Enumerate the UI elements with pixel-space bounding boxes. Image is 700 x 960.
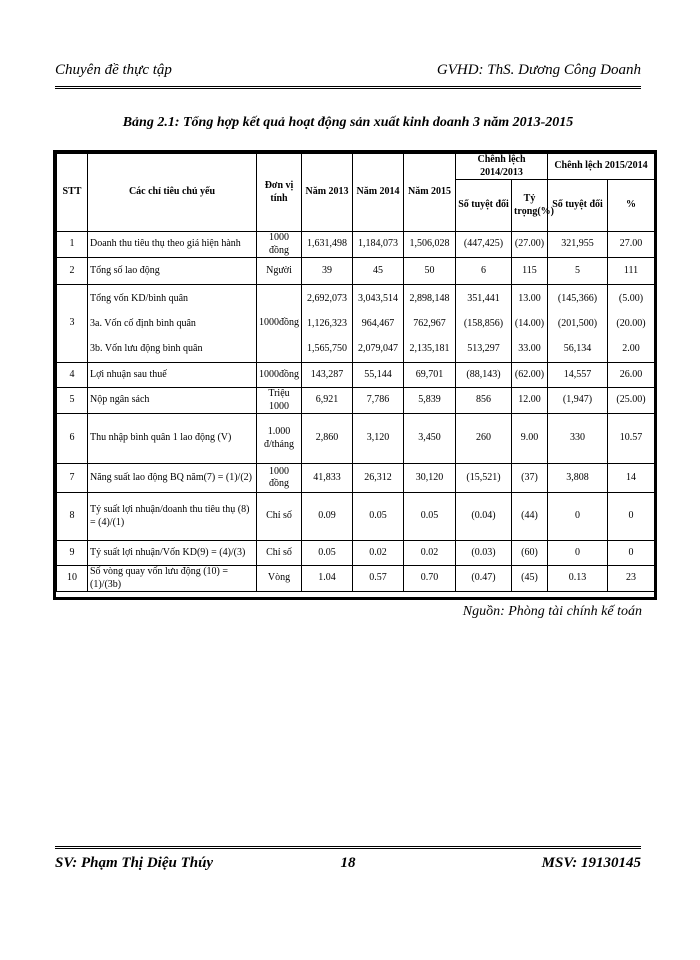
- row-indicator-line: 3a. Vốn cố định bình quân: [90, 318, 196, 329]
- row-diff1-absolute: (447,425): [456, 232, 512, 258]
- header-diff-2014-2013: Chênh lệch 2014/2013: [456, 154, 548, 180]
- row-stt: 1: [57, 232, 88, 258]
- footer-student-id: MSV: 19130145: [541, 855, 641, 871]
- row-unit: Vòng: [257, 566, 302, 592]
- header-year-2013: Năm 2013: [302, 154, 353, 232]
- row-value-2015: 0.02: [404, 541, 456, 566]
- row-diff1-absolute: (88,143): [456, 363, 512, 388]
- row-indicator: Doanh thu tiêu thụ theo giá hiện hành: [88, 232, 257, 258]
- row-diff1-percent: (44): [512, 493, 548, 541]
- row-diff2-percent: 111: [608, 258, 655, 285]
- value-line: 1,565,750: [307, 343, 347, 354]
- table-row: [57, 363, 655, 388]
- row-value-2015: 30,120: [404, 464, 456, 493]
- row-unit: 1.000 đ/tháng: [257, 414, 302, 464]
- row-diff1-absolute: (0.03): [456, 541, 512, 566]
- row-value-2013: 2,860: [302, 414, 353, 464]
- header-indicator: Các chỉ tiêu chủ yếu: [88, 154, 257, 232]
- row-indicator: Tỷ suất lợi nhuận/doanh thu tiêu thụ (8) = (4)/(1): [88, 493, 257, 541]
- row-diff1-absolute: [456, 285, 512, 363]
- row-value-2015: 0.05: [404, 493, 456, 541]
- table-row: [57, 464, 655, 493]
- results-table-frame: [53, 150, 657, 600]
- table-row: [57, 541, 655, 566]
- header-diff2-absolute: Số tuyệt đối: [548, 180, 608, 232]
- row-value-2014: 0.57: [353, 566, 404, 592]
- row-diff2-absolute: 5: [548, 258, 608, 285]
- row-value-2013: 1,631,498: [302, 232, 353, 258]
- row-diff1-absolute: 260: [456, 414, 512, 464]
- row-value-2013: 0.05: [302, 541, 353, 566]
- row-stt: 10: [57, 566, 88, 592]
- row-stt: 6: [57, 414, 88, 464]
- value-line: 2,135,181: [409, 343, 450, 354]
- row-value-2013: [302, 285, 353, 363]
- row-stt: 7: [57, 464, 88, 493]
- header-year-2014: Năm 2014: [353, 154, 404, 232]
- row-diff1-percent: (62.00): [512, 363, 548, 388]
- row-value-2014: 26,312: [353, 464, 404, 493]
- row-unit: Triệu 1000: [257, 388, 302, 414]
- row-value-2015: [404, 285, 456, 363]
- row-value-2014: [353, 285, 404, 363]
- row-value-2015: 69,701: [404, 363, 456, 388]
- footer-rule: [55, 846, 641, 849]
- row-diff2-absolute: 0: [548, 541, 608, 566]
- header-rule: [55, 86, 641, 89]
- row-unit: 1000 đồng: [257, 232, 302, 258]
- row-diff2-absolute: (1,947): [548, 388, 608, 414]
- row-value-2013: 41,833: [302, 464, 353, 493]
- row-diff2-absolute: 0.13: [548, 566, 608, 592]
- value-line: 33.00: [518, 343, 541, 354]
- row-value-2014: 1,184,073: [353, 232, 404, 258]
- footer-student-name: SV: Phạm Thị Diệu Thúy: [55, 855, 214, 871]
- row-diff2-absolute: 0: [548, 493, 608, 541]
- row-stt: 5: [57, 388, 88, 414]
- row-indicator: Nộp ngân sách: [88, 388, 257, 414]
- header-stt: STT: [57, 154, 88, 232]
- table-row: [57, 232, 655, 258]
- row-diff1-percent: (37): [512, 464, 548, 493]
- table-row: [57, 493, 655, 541]
- value-line: 2,079,047: [358, 343, 398, 354]
- row-value-2015: 0.70: [404, 566, 456, 592]
- header-unit: Đơn vị tính: [257, 154, 302, 232]
- table-row: [57, 258, 655, 285]
- value-line: 513,297: [467, 343, 500, 354]
- row-indicator: Tổng số lao động: [88, 258, 257, 285]
- results-table: [56, 153, 655, 592]
- value-line: (158,856): [463, 318, 504, 329]
- value-line: (201,500): [557, 318, 598, 329]
- value-line: (5.00): [618, 293, 644, 304]
- row-diff1-absolute: (0.04): [456, 493, 512, 541]
- row-stt: 8: [57, 493, 88, 541]
- row-stt: 2: [57, 258, 88, 285]
- row-value-2013: 39: [302, 258, 353, 285]
- header-diff-2015-2014: Chênh lệch 2015/2014: [548, 154, 655, 180]
- row-diff1-percent: (45): [512, 566, 548, 592]
- value-line: (145,366): [557, 293, 598, 304]
- row-unit: Chỉ số: [257, 493, 302, 541]
- row-diff2-percent: (25.00): [608, 388, 655, 414]
- row-diff1-percent: (60): [512, 541, 548, 566]
- row-unit: Người: [257, 258, 302, 285]
- row-diff2-absolute: 14,557: [548, 363, 608, 388]
- row-diff2-percent: 0: [608, 493, 655, 541]
- row-value-2015: 5,839: [404, 388, 456, 414]
- table-row: [57, 414, 655, 464]
- row-indicator: Tỷ suất lợi nhuận/Vốn KD(9) = (4)/(3): [88, 541, 257, 566]
- row-unit: 1000 đồng: [257, 464, 302, 493]
- row-diff2-percent: 27.00: [608, 232, 655, 258]
- value-line: (14.00): [514, 318, 545, 329]
- row-value-2015: 1,506,028: [404, 232, 456, 258]
- table-row: [57, 566, 655, 592]
- value-line: 3,043,514: [358, 293, 398, 304]
- row-diff2-absolute: 3,808: [548, 464, 608, 493]
- row-indicator: Số vòng quay vốn lưu động (10) = (1)/(3b): [88, 566, 257, 592]
- value-line: 13.00: [518, 293, 541, 304]
- header-supervisor: GVHD: ThS. Dương Công Doanh: [436, 62, 641, 78]
- row-stt: 3: [57, 285, 88, 363]
- value-line: 2.00: [622, 343, 640, 354]
- row-diff1-percent: [512, 285, 548, 363]
- table-title: Bảng 2.1: Tổng hợp kết quả hoạt động sản xuất kinh doanh 3 năm 2013-2015: [122, 115, 574, 130]
- row-diff2-percent: [608, 285, 655, 363]
- value-line: (20.00): [616, 318, 646, 329]
- row-diff2-percent: 23: [608, 566, 655, 592]
- value-line: 56,134: [563, 343, 592, 354]
- row-indicator: Thu nhập bình quân 1 lao động (V): [88, 414, 257, 464]
- value-line: 351,441: [467, 293, 500, 304]
- row-diff2-percent: 10.57: [608, 414, 655, 464]
- row-value-2014: 7,786: [353, 388, 404, 414]
- row-diff1-absolute: (0.47): [456, 566, 512, 592]
- footer-page-number: 18: [340, 855, 356, 871]
- row-diff2-percent: 14: [608, 464, 655, 493]
- row-diff2-percent: 0: [608, 541, 655, 566]
- row-diff2-absolute: 330: [548, 414, 608, 464]
- header-diff1-absolute: Số tuyệt đối: [456, 180, 512, 232]
- page-footer: [55, 855, 641, 877]
- row-diff1-percent: 115: [512, 258, 548, 285]
- row-unit: 1000đồng: [257, 285, 302, 363]
- row-indicator: [88, 285, 257, 363]
- row-diff2-percent: 26.00: [608, 363, 655, 388]
- page-header: [55, 60, 641, 82]
- row-value-2014: 45: [353, 258, 404, 285]
- row-unit: Chỉ số: [257, 541, 302, 566]
- row-value-2014: 55,144: [353, 363, 404, 388]
- row-diff1-absolute: 6: [456, 258, 512, 285]
- value-line: 2,692,073: [307, 293, 347, 304]
- header-diff2-percent: %: [608, 180, 655, 232]
- table-body: [57, 232, 655, 592]
- row-stt: 4: [57, 363, 88, 388]
- row-value-2013: 0.09: [302, 493, 353, 541]
- header-year-2015: Năm 2015: [404, 154, 456, 232]
- row-value-2013: 143,287: [302, 363, 353, 388]
- row-diff2-absolute: 321,955: [548, 232, 608, 258]
- row-value-2014: 3,120: [353, 414, 404, 464]
- row-value-2014: 0.02: [353, 541, 404, 566]
- value-line: 1,126,323: [307, 318, 347, 329]
- row-indicator: Năng suất lao động BQ năm(7) = (1)/(2): [88, 464, 257, 493]
- row-value-2015: 50: [404, 258, 456, 285]
- row-diff1-percent: 12.00: [512, 388, 548, 414]
- row-indicator: Lợi nhuận sau thuế: [88, 363, 257, 388]
- row-indicator-line: 3b. Vốn lưu động bình quân: [90, 343, 203, 354]
- row-value-2013: 6,921: [302, 388, 353, 414]
- value-line: 2,898,148: [409, 293, 450, 304]
- row-diff1-percent: (27.00): [512, 232, 548, 258]
- header-course-title: Chuyên đề thực tập: [55, 62, 172, 78]
- row-diff1-absolute: 856: [456, 388, 512, 414]
- row-indicator-line: Tổng vốn KD/bình quân: [90, 293, 189, 304]
- value-line: 762,967: [413, 318, 446, 329]
- row-unit: 1000đồng: [257, 363, 302, 388]
- row-diff2-absolute: [548, 285, 608, 363]
- row-diff1-absolute: (15,521): [456, 464, 512, 493]
- table-row: [57, 388, 655, 414]
- row-diff1-percent: 9.00: [512, 414, 548, 464]
- row-value-2015: 3,450: [404, 414, 456, 464]
- row-value-2014: 0.05: [353, 493, 404, 541]
- row-value-2013: 1.04: [302, 566, 353, 592]
- row-stt: 9: [57, 541, 88, 566]
- table-row: [57, 285, 655, 363]
- header-diff1-percent: Tỷ trọng(%): [512, 180, 548, 232]
- value-line: 964,467: [361, 318, 395, 329]
- table-source-note: Nguồn: Phòng tài chính kế toán: [462, 604, 642, 619]
